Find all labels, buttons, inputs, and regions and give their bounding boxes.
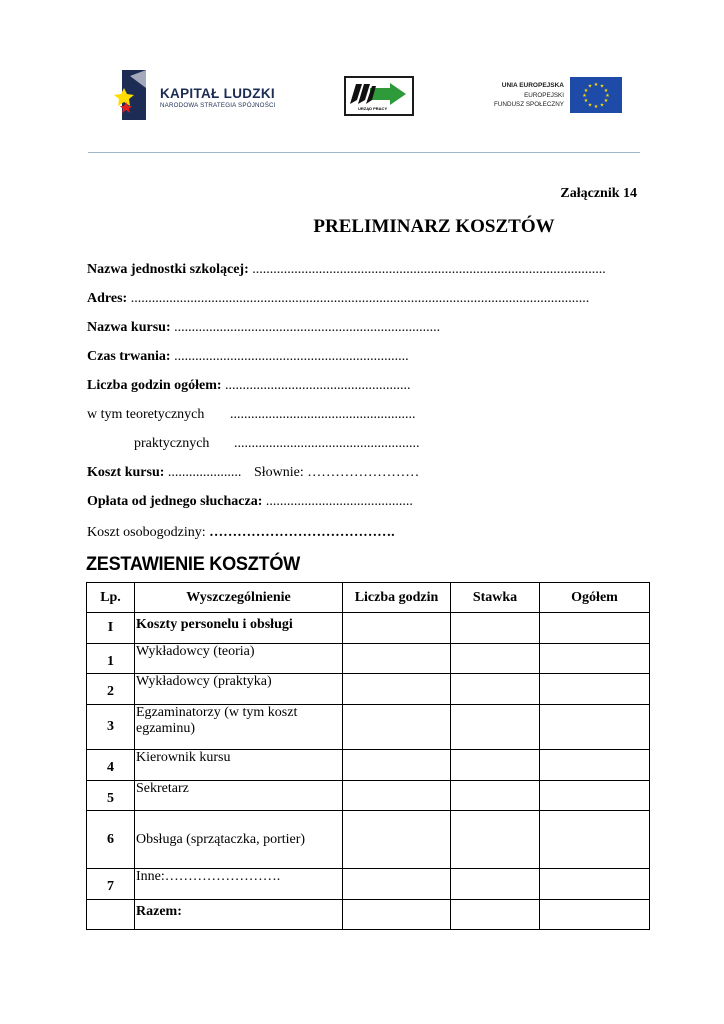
- fill-dots: ..........................................: [262, 494, 413, 509]
- svg-text:★: ★: [593, 82, 599, 88]
- row-lp: 4: [87, 750, 135, 781]
- cell-ogolem[interactable]: [540, 644, 650, 674]
- cell-liczba-godzin[interactable]: [343, 750, 451, 781]
- row-lp: 7: [87, 869, 135, 900]
- document-title: PRELIMINARZ KOSZTÓW: [313, 216, 555, 237]
- field-label: Nazwa jednostki szkolącej:: [87, 262, 249, 277]
- row-lp: 6: [87, 811, 135, 869]
- table-row: [87, 750, 650, 781]
- table-row: [87, 869, 650, 900]
- field-teoretycznych: [87, 407, 204, 423]
- cell-stawka[interactable]: [451, 674, 540, 705]
- eu-line-3: FUNDUSZ SPOŁECZNY: [494, 101, 564, 108]
- field-oplata: [87, 494, 413, 510]
- row-lp: [87, 900, 135, 930]
- row-description: Kierownik kursu: [135, 750, 343, 781]
- fill-dots: ............................................................................: [170, 320, 441, 335]
- svg-text:★: ★: [603, 98, 609, 104]
- row-description: Inne:…………………….: [135, 869, 343, 900]
- column-header: Ogółem: [540, 583, 650, 613]
- row-description: Obsługa (sprzątaczka, portier): [135, 811, 343, 869]
- row-description: Koszty personelu i obsługi: [135, 613, 343, 644]
- cell-ogolem[interactable]: [540, 674, 650, 705]
- field-liczba-godzin: [87, 378, 411, 394]
- header-divider: [88, 152, 640, 153]
- cost-table: [86, 582, 650, 930]
- field-label: Liczba godzin ogółem:: [87, 378, 222, 393]
- svg-text:★: ★: [587, 83, 593, 90]
- field-label: w tym teoretycznych: [87, 407, 205, 422]
- cell-liczba-godzin[interactable]: [343, 613, 451, 644]
- cell-ogolem[interactable]: [540, 781, 650, 811]
- field-label: Opłata od jednego słuchacza:: [87, 494, 263, 509]
- cell-stawka[interactable]: [451, 644, 540, 674]
- eu-line-2: EUROPEJSKI: [524, 92, 564, 99]
- svg-text:★: ★: [599, 102, 605, 109]
- fill-dots: ...................................................................: [170, 349, 409, 364]
- cell-liczba-godzin[interactable]: [343, 811, 451, 869]
- field-praktycznych-dots: .....................................................: [234, 436, 420, 451]
- row-description: Sekretarz: [135, 781, 343, 811]
- row-description: Razem:: [135, 900, 343, 930]
- eu-flag-icon: [570, 77, 622, 113]
- row-lp: 5: [87, 781, 135, 811]
- fill-dots: .....................................................................................................: [248, 262, 606, 277]
- fill-dots: ...................................................................................................................................: [127, 291, 590, 306]
- cell-liczba-godzin[interactable]: [343, 705, 451, 750]
- cell-liczba-godzin[interactable]: [343, 644, 451, 674]
- cell-stawka[interactable]: [451, 900, 540, 930]
- column-header: Lp.: [87, 583, 135, 613]
- cell-liczba-godzin[interactable]: [343, 781, 451, 811]
- column-header: Stawka: [451, 583, 540, 613]
- field-label: Nazwa kursu:: [87, 320, 171, 335]
- table-row: [87, 811, 650, 869]
- row-description: Wykładowcy (teoria): [135, 644, 343, 674]
- row-lp: I: [87, 613, 135, 644]
- field-praktycznych: praktycznych: [134, 436, 210, 451]
- row-description: Wykładowcy (praktyka): [135, 674, 343, 705]
- cell-stawka[interactable]: [451, 781, 540, 811]
- cell-stawka[interactable]: [451, 869, 540, 900]
- fill-dots: ………………………………….: [205, 525, 395, 540]
- svg-text:★: ★: [603, 88, 609, 94]
- cell-stawka[interactable]: [451, 811, 540, 869]
- cell-liczba-godzin[interactable]: [343, 674, 451, 705]
- field-teoretycznych-dots: .....................................................: [230, 407, 416, 422]
- cell-liczba-godzin[interactable]: [343, 869, 451, 900]
- svg-text:★: ★: [593, 104, 599, 110]
- eu-line-1: UNIA EUROPEJSKA: [501, 82, 564, 89]
- svg-text:★: ★: [582, 93, 587, 99]
- field-label: Koszt kursu:: [87, 465, 165, 480]
- table-row-total: [87, 900, 650, 930]
- field-koszt-kursu: [87, 465, 241, 481]
- fill-dots: ……………………: [303, 465, 420, 480]
- row-lp: 3: [87, 705, 135, 750]
- field-label: Słownie:: [254, 465, 304, 480]
- cell-ogolem[interactable]: [540, 900, 650, 930]
- table-row: [87, 674, 650, 705]
- section-heading: ZESTAWIENIE KOSZTÓW: [86, 553, 301, 575]
- cell-liczba-godzin[interactable]: [343, 900, 451, 930]
- field-koszt-osobogodziny: [87, 525, 395, 541]
- cell-stawka[interactable]: [451, 705, 540, 750]
- urzad-pracy-label: URZĄD PRACY: [358, 106, 388, 111]
- field-slownie: [254, 465, 419, 481]
- row-lp: 1: [87, 644, 135, 674]
- fill-dots: .....................: [164, 465, 242, 480]
- table-row: [87, 613, 650, 644]
- row-lp: 2: [87, 674, 135, 705]
- cell-ogolem[interactable]: [540, 869, 650, 900]
- table-row: [87, 705, 650, 750]
- kapital-ludzki-logo-icon: [114, 66, 154, 124]
- field-label: Czas trwania:: [87, 349, 171, 364]
- kapital-ludzki-subtitle: NARODOWA STRATEGIA SPÓJNOŚCI: [160, 102, 276, 109]
- attachment-label: Załącznik 14: [560, 186, 637, 201]
- kapital-ludzki-title: KAPITAŁ LUDZKI: [160, 86, 275, 101]
- column-header: Wyszczególnienie: [135, 583, 343, 613]
- cell-ogolem[interactable]: [540, 613, 650, 644]
- svg-text:★: ★: [583, 98, 589, 104]
- table-header-row: [87, 583, 650, 613]
- cell-ogolem[interactable]: [540, 811, 650, 869]
- cell-ogolem[interactable]: [540, 705, 650, 750]
- field-nazwa-kursu: [87, 320, 440, 336]
- table-row: [87, 781, 650, 811]
- svg-text:★: ★: [587, 102, 593, 109]
- svg-text:★: ★: [583, 88, 589, 94]
- field-adres: [87, 291, 589, 307]
- cell-stawka[interactable]: [451, 750, 540, 781]
- svg-text:★: ★: [599, 83, 605, 90]
- field-nazwa-jednostki: [87, 262, 606, 278]
- column-header: Liczba godzin: [343, 583, 451, 613]
- cell-stawka[interactable]: [451, 613, 540, 644]
- field-label: Koszt osobogodziny:: [87, 525, 206, 540]
- svg-text:★: ★: [605, 93, 610, 99]
- field-czas-trwania: [87, 349, 409, 365]
- fill-dots: .....................................................: [221, 378, 411, 393]
- cell-ogolem[interactable]: [540, 750, 650, 781]
- table-row: [87, 644, 650, 674]
- row-description: Egzaminatorzy (w tym koszt egzaminu): [135, 705, 343, 750]
- field-label: Adres:: [87, 291, 128, 306]
